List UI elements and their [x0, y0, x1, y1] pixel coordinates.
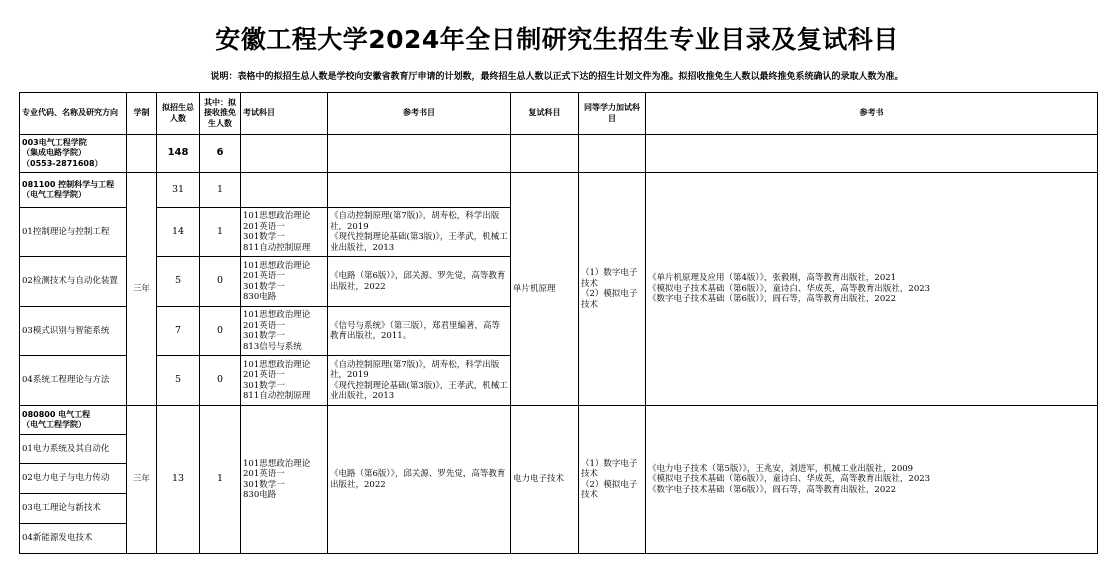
- college-row: [20, 135, 1098, 173]
- direction-books: 《自动控制原理(第7版)》，胡寿松，科学出版社，2019 《现代控制理论基础(第3版)》，王孝武，机械工业出版社，2013: [328, 356, 511, 406]
- major1-equiv: （1）数字电子技术 （2）模拟电子技术: [579, 173, 646, 406]
- major1-retest: 单片机原理: [511, 173, 579, 406]
- direction-name: 01电力系统及其自动化: [20, 435, 127, 464]
- major2-exempt: 1: [200, 406, 241, 554]
- catalog-table: [19, 92, 1098, 554]
- major2-total: 13: [157, 406, 200, 554]
- direction-name: 02电力电子与电力传动: [20, 464, 127, 494]
- direction-name: 03模式识别与智能系统: [20, 307, 127, 356]
- direction-total: 7: [157, 307, 200, 356]
- college-total: 148: [157, 135, 200, 173]
- major1-books: [328, 173, 511, 208]
- college-exam: [241, 135, 328, 173]
- major1-retest-books: 《单片机原理及应用（第4版）》，张毅刚，高等教育出版社，2021 《模拟电子技术基础（第6版）》，童诗白、华成英，高等教育出版社，2023 《数字电子技术基础（第6版）》，阎石等，高等教育出版社，2022: [646, 173, 1098, 406]
- direction-exam: 101思想政治理论 201英语一 301数学一 813信号与系统: [241, 307, 328, 356]
- direction-books: 《信号与系统》（第三版），郑君里编著，高等教育出版社，2011。: [328, 307, 511, 356]
- major1-row: [20, 173, 1098, 208]
- direction-exempt: 0: [200, 356, 241, 406]
- major1-exempt: 1: [200, 173, 241, 208]
- direction-name: 02检测技术与自动化装置: [20, 257, 127, 307]
- major1-duration: 三年: [127, 173, 157, 406]
- major1-exam: [241, 173, 328, 208]
- header-retest: 复试科目: [511, 93, 579, 135]
- header-equiv: 同等学力加试科目: [579, 93, 646, 135]
- college-equiv: [579, 135, 646, 173]
- direction-total: 5: [157, 356, 200, 406]
- header-exam: 考试科目: [241, 93, 328, 135]
- header-exempt: 其中：拟接收推免生人数: [200, 93, 241, 135]
- major2-row: [20, 406, 1098, 435]
- major1-name: 081100 控制科学与工程 （电气工程学院）: [20, 173, 127, 208]
- direction-name: 01控制理论与控制工程: [20, 208, 127, 257]
- major2-name: 080800 电气工程 （电气工程学院）: [20, 406, 127, 435]
- direction-total: 14: [157, 208, 200, 257]
- direction-total: 5: [157, 257, 200, 307]
- direction-name: 03电工理论与新技术: [20, 494, 127, 524]
- major2-duration: 三年: [127, 406, 157, 554]
- major2-exam: 101思想政治理论 201英语一 301数学一 830电路: [241, 406, 328, 554]
- direction-exempt: 0: [200, 307, 241, 356]
- header-row: [20, 93, 1098, 135]
- college-name: 003电气工程学院 （集成电路学院） （0553-2871608）: [20, 135, 127, 173]
- direction-name: 04系统工程理论与方法: [20, 356, 127, 406]
- direction-books: 《自动控制原理(第7版)》，胡寿松，科学出版社，2019 《现代控制理论基础(第3版)》，王孝武，机械工业出版社，2013: [328, 208, 511, 257]
- header-books: 参考书目: [328, 93, 511, 135]
- note-text: 说明：表格中的拟招生总人数是学校向安徽省教育厅申请的计划数，最终招生总人数以正式下达的招生计划文件为准。拟招收推免生人数以最终推免系统确认的录取人数为准。: [210, 72, 904, 82]
- major1-total: 31: [157, 173, 200, 208]
- major2-retest: 电力电子技术: [511, 406, 579, 554]
- direction-exempt: 1: [200, 208, 241, 257]
- direction-exam: 101思想政治理论 201英语一 301数学一 830电路: [241, 257, 328, 307]
- header-total: 拟招生总人数: [157, 93, 200, 135]
- college-retest: [511, 135, 579, 173]
- page-title: 安徽工程大学2024年全日制研究生招生专业目录及复试科目: [215, 25, 899, 54]
- header-major: 专业代码、名称及研究方向: [20, 93, 127, 135]
- college-duration: [127, 135, 157, 173]
- major2-retest-books: 《电力电子技术（第5版）》，王兆安，刘进军，机械工业出版社，2009 《模拟电子技术基础（第6版）》，童诗白、华成英，高等教育出版社，2023 《数字电子技术基础（第6版）》，阎石等，高等教育出版社，2022: [646, 406, 1098, 554]
- major2-books: 《电路（第6版）》，邱关源、罗先觉，高等教育出版社，2022: [328, 406, 511, 554]
- direction-name: 04新能源发电技术: [20, 524, 127, 554]
- header-retest-books: 参考书: [646, 93, 1098, 135]
- college-books: [328, 135, 511, 173]
- direction-exam: 101思想政治理论 201英语一 301数学一 811自动控制原理: [241, 208, 328, 257]
- major2-equiv: （1）数字电子技术 （2）模拟电子技术: [579, 406, 646, 554]
- direction-books: 《电路（第6版）》，邱关源、罗先觉，高等教育出版社，2022: [328, 257, 511, 307]
- college-retest-books: [646, 135, 1098, 173]
- direction-exempt: 0: [200, 257, 241, 307]
- direction-exam: 101思想政治理论 201英语一 301数学一 811自动控制原理: [241, 356, 328, 406]
- header-duration: 学制: [127, 93, 157, 135]
- college-exempt: 6: [200, 135, 241, 173]
